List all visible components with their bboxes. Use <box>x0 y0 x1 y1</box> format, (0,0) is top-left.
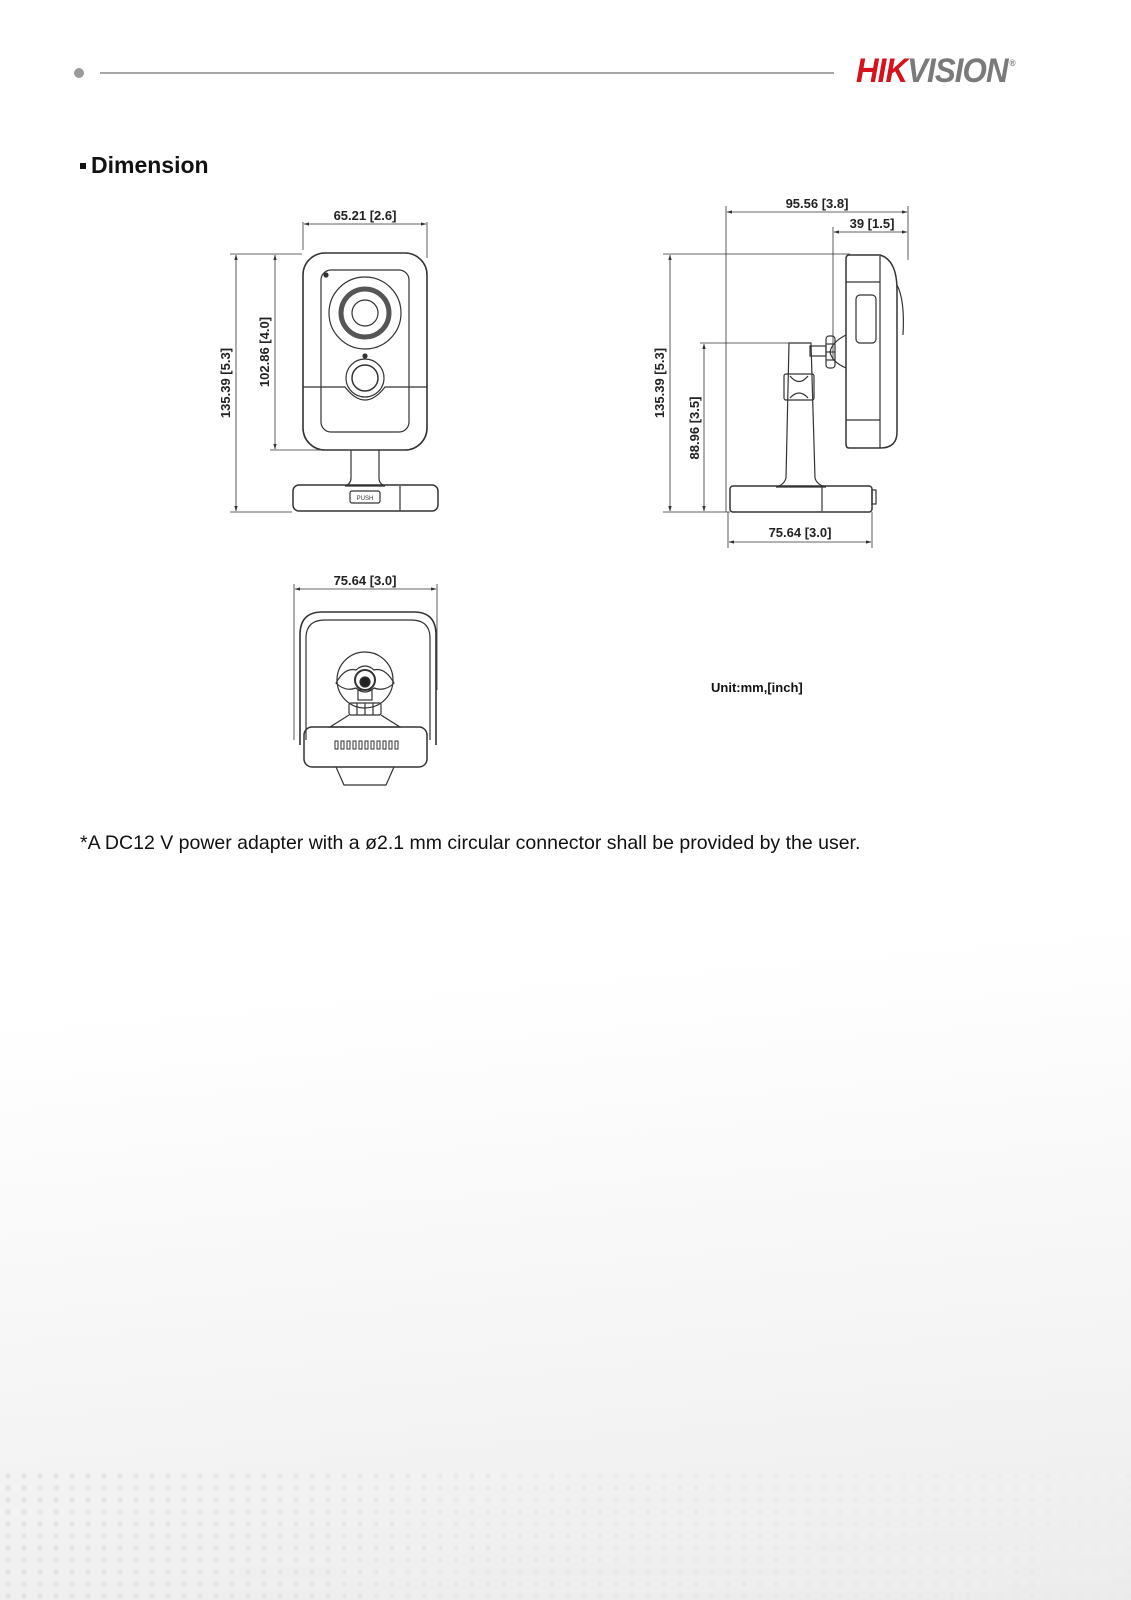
section-title: Dimension <box>80 152 209 179</box>
top-width-label: 75.64 [3.0] <box>333 573 397 588</box>
front-total-height-label: 135.39 [5.3] <box>218 347 233 419</box>
side-body-depth-label: 39 [1.5] <box>849 216 895 231</box>
side-depth-label: 95.56 [3.8] <box>785 196 849 211</box>
side-base-width-label: 75.64 [3.0] <box>768 525 832 540</box>
hikvision-logo: HIKVISION ® <box>856 52 1015 90</box>
svg-text:PUSH: PUSH <box>356 496 374 502</box>
front-body-height-label: 102.86 [4.0] <box>257 316 272 388</box>
side-total-height-label: 135.39 [5.3] <box>652 347 667 419</box>
front-width-label: 65.21 [2.6] <box>333 208 397 223</box>
side-mount-height-label: 88.96 [3.5] <box>687 396 702 460</box>
unit-label: Unit:mm,[inch] <box>711 680 803 695</box>
top-view <box>294 584 437 785</box>
side-view <box>663 206 908 548</box>
power-adapter-footnote: *A DC12 V power adapter with a ø2.1 mm circular connector shall be provided by the user. <box>80 832 861 854</box>
decorative-dot-pattern <box>0 1470 1131 1600</box>
